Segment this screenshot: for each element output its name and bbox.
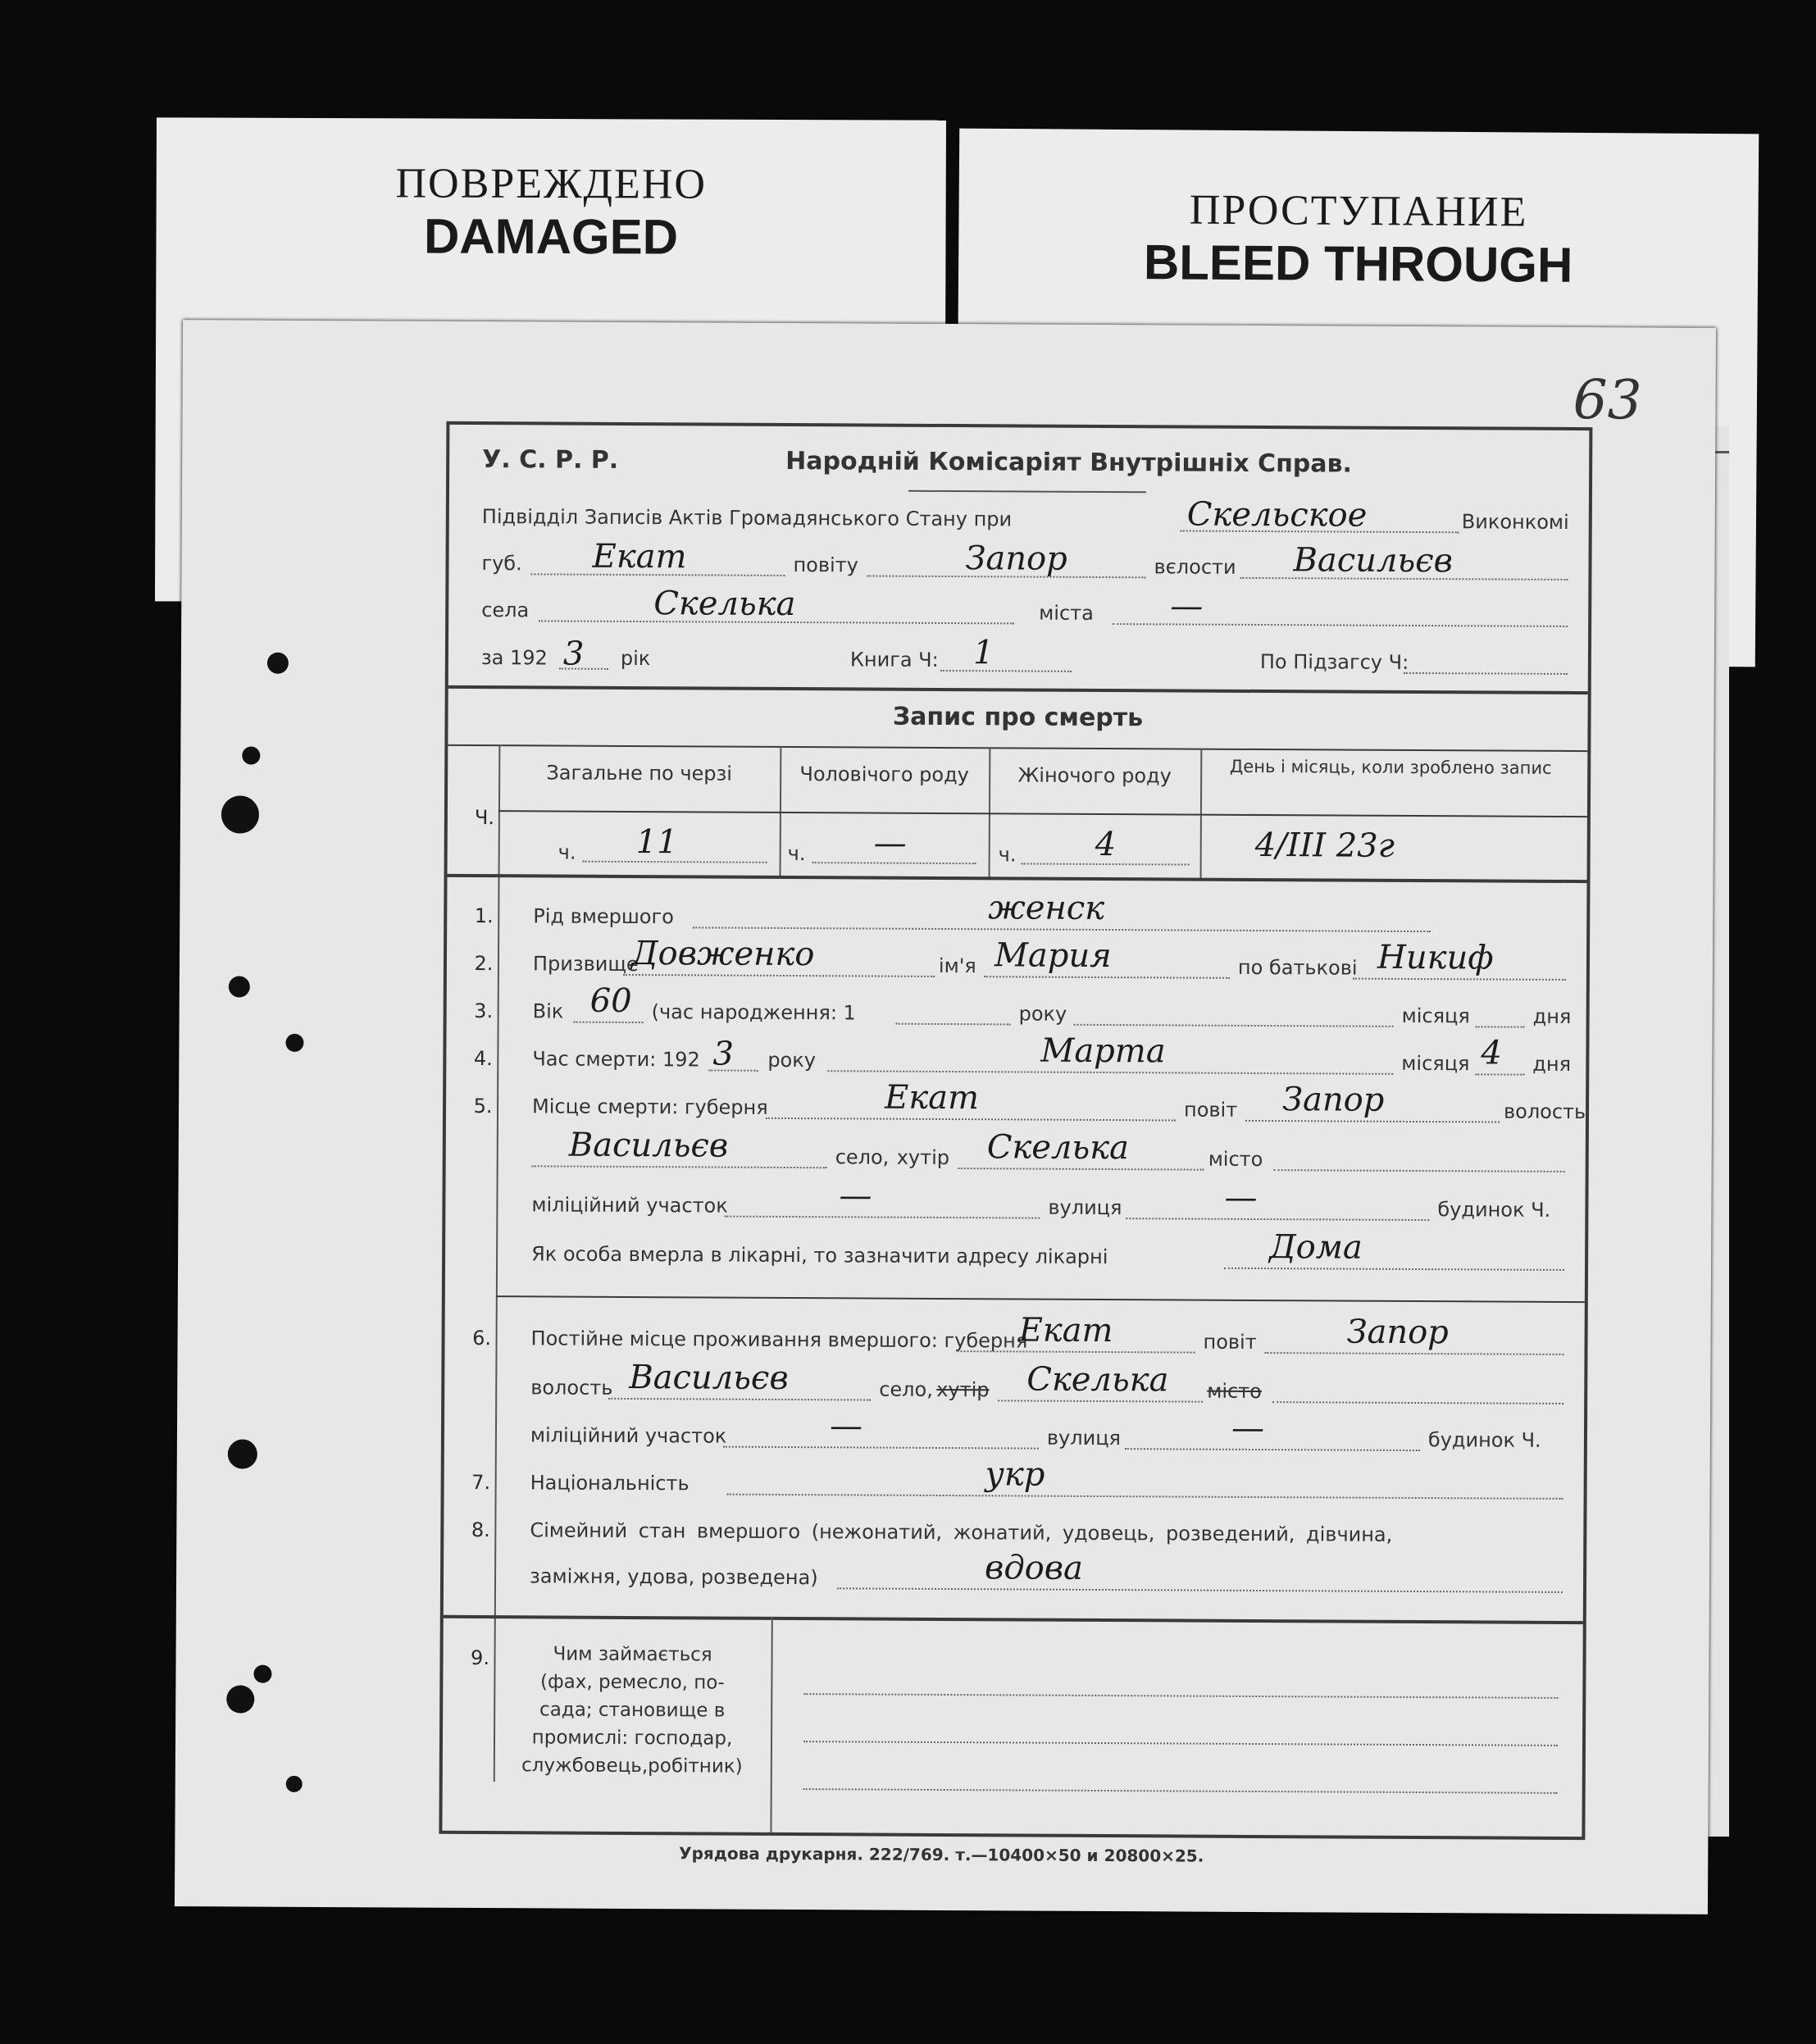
age-label: Вік (532, 999, 564, 1023)
death-year-line (708, 1069, 758, 1071)
row-number-4: 4. (473, 1046, 493, 1071)
selo-row (448, 585, 1588, 626)
age-line (574, 1022, 644, 1023)
residence-militia-label: міліційний участок (530, 1423, 727, 1448)
punch-hole (226, 1685, 254, 1713)
year-line (559, 668, 608, 670)
marital-status-line (837, 1587, 1563, 1593)
row-5-divider (496, 1295, 1585, 1303)
volost-label: вєлости (1154, 555, 1236, 579)
male-ch-prefix: ч. (787, 841, 806, 866)
residence-street-value: — (1231, 1409, 1265, 1448)
patronymic-value: Никиф (1377, 938, 1494, 977)
death-militia-line (724, 1216, 1040, 1219)
deceased-sex-label: Рід вмершого (533, 904, 674, 929)
punch-hole (285, 1034, 303, 1052)
deceased-sex-value: женск (988, 889, 1105, 928)
flag-bleed-en: BLEED THROUGH (1143, 234, 1573, 293)
female-value: 4 (1095, 825, 1117, 864)
gub-value: Екат (592, 537, 687, 576)
death-record-sheet (175, 320, 1716, 1914)
death-selo-value: Скелька (986, 1128, 1130, 1168)
death-place-label: Місце смерти: губерня (531, 1095, 768, 1119)
male-label: Чоловічого роду (799, 763, 969, 787)
residence-volost-label: волость (530, 1376, 613, 1400)
punch-hole (229, 976, 250, 997)
deceased-sex-line (693, 926, 1431, 932)
punch-hole (228, 1439, 257, 1468)
male-value: — (873, 824, 907, 863)
female-ch-prefix: ч. (998, 843, 1017, 867)
death-volost-label: волость (1503, 1099, 1586, 1124)
occupation-label-5: службовець,робітник) (521, 1755, 743, 1778)
death-selo-label: село, (835, 1145, 890, 1169)
row-8-cont (444, 1549, 1583, 1590)
occupation-label-2: (фах, ремесло, по- (539, 1671, 725, 1694)
death-militia-label: міліційний участок (531, 1193, 728, 1218)
number-column-line (494, 744, 501, 1782)
residence-gub-line (957, 1350, 1195, 1354)
first-name-value: Мария (994, 936, 1112, 976)
subgroup-line (1404, 672, 1568, 675)
row-number-8: 8. (471, 1518, 490, 1542)
death-day-label: дня (1532, 1052, 1572, 1076)
punch-hole (221, 795, 259, 833)
subdivision-value: Скельское (1186, 495, 1368, 535)
row-6-village (444, 1358, 1584, 1404)
book-value: 1 (972, 634, 994, 672)
death-street-label: вулиця (1048, 1195, 1122, 1220)
commissariat-title: Народній Комісаріят Внутрішніх Справ. (785, 446, 1353, 479)
death-khutir-label: хутір (896, 1145, 950, 1170)
death-month-label: місяця (1401, 1051, 1470, 1076)
misto-label: міста (1039, 601, 1094, 625)
residence-label: Постійне місце проживання вмершого: губерня (530, 1327, 1028, 1353)
residence-povit-line (1264, 1352, 1563, 1355)
counts-ch-label: Ч. (474, 805, 495, 830)
birth-month-line (1074, 1024, 1394, 1027)
counts-header-divider (498, 810, 1587, 817)
death-record-form (439, 421, 1592, 1840)
death-year-label: року (767, 1048, 817, 1072)
record-title: Запис про смерть (892, 702, 1144, 733)
death-militia-value: — (839, 1177, 872, 1215)
surname-line (623, 974, 935, 977)
row-4 (446, 1031, 1586, 1076)
counts-values-row (448, 822, 1587, 867)
death-selo-line (958, 1168, 1204, 1171)
residence-povit-label: повіт (1203, 1330, 1257, 1354)
povit-label: повіту (793, 553, 858, 577)
row-1 (447, 889, 1586, 929)
gub-label: губ. (481, 552, 522, 576)
subgroup-label: По Підзагсу Ч: (1259, 650, 1409, 674)
povit-value: Запор (965, 539, 1067, 578)
volost-value: Васильєв (1293, 541, 1454, 580)
punch-hole (242, 747, 260, 765)
row-number-7: 7. (471, 1470, 491, 1495)
marital-status-value: вдова (985, 1549, 1084, 1587)
total-value: 11 (635, 823, 678, 862)
death-povit-label: повіт (1183, 1098, 1238, 1122)
residence-militia-line (723, 1446, 1039, 1450)
residence-selo-value: Скелька (1026, 1360, 1169, 1400)
selo-value: Скелька (653, 585, 796, 624)
book-line (940, 670, 1072, 672)
death-house-label: будинок Ч. (1437, 1198, 1551, 1222)
patronymic-line (1353, 978, 1566, 981)
year-value: 3 (562, 635, 585, 673)
residence-volost-line (608, 1398, 871, 1401)
nationality-label: Національність (530, 1471, 690, 1495)
birth-day-line (1476, 1026, 1525, 1027)
row-number-9: 9. (471, 1646, 490, 1670)
occupation-label-4: промислі: господар, (531, 1727, 733, 1750)
marital-status-label-2: заміжня, удова, розведена) (529, 1564, 818, 1590)
residence-street-label: вулиця (1046, 1426, 1122, 1450)
residence-gub-value: Екат (1018, 1311, 1113, 1350)
death-volost-line (532, 1165, 827, 1168)
occupation-line-2 (803, 1741, 1558, 1746)
row-8 (444, 1518, 1583, 1546)
flag-bleed-ru: ПРОСТУПАНИЕ (1189, 186, 1528, 236)
hospital-line (1224, 1268, 1564, 1271)
counts-bottom-divider (448, 874, 1587, 883)
state-title: У. С. Р. Р. (482, 445, 619, 475)
row-7 (444, 1455, 1584, 1495)
residence-militia-value: — (829, 1407, 863, 1445)
row-5-village (446, 1126, 1586, 1172)
death-month-value: Марта (1040, 1031, 1166, 1071)
book-label: Книга Ч: (849, 648, 939, 671)
death-year-value: 3 (712, 1035, 734, 1073)
death-povit-value: Запор (1281, 1081, 1385, 1119)
row-number-6: 6. (472, 1326, 492, 1350)
misto-value: — (1170, 587, 1204, 626)
death-misto-line (1274, 1169, 1565, 1172)
punch-hole (267, 653, 289, 674)
occupation-label (494, 1640, 771, 1781)
nationality-value: укр (985, 1455, 1045, 1494)
occupation-line-1 (803, 1693, 1558, 1699)
patronymic-label: по батькові (1237, 955, 1358, 980)
punch-hole (286, 1776, 303, 1792)
title-underline (908, 490, 1146, 494)
occupation-label-1: Чим займається (553, 1643, 712, 1666)
row-5-place (446, 1078, 1586, 1124)
death-day-line (1475, 1073, 1524, 1075)
row-number-5: 5. (473, 1094, 493, 1118)
residence-khutir-label: хутір (936, 1377, 990, 1402)
occupation-line-3 (803, 1788, 1558, 1794)
subdivision-label: Підвідділ Записів Актів Громадянського Стану при (481, 505, 1013, 531)
death-volost-value: Васильєв (568, 1126, 729, 1165)
total-label: Загальне по черзі (546, 761, 733, 785)
residence-volost-value: Васильєв (629, 1358, 789, 1398)
row-6-street (444, 1407, 1584, 1452)
first-name-label: ім'я (938, 954, 976, 978)
occupation-label-3: сада; становище в (539, 1699, 726, 1722)
flag-damaged-ru: ПОВРЕЖДЕНО (395, 160, 708, 208)
birth-year-label: року (1018, 1002, 1067, 1026)
row-6-residence (445, 1311, 1585, 1354)
row-5-street (446, 1177, 1586, 1222)
row-8-divider (444, 1615, 1583, 1624)
death-month-line (827, 1070, 1393, 1075)
row-number-3: 3. (474, 999, 494, 1023)
birth-label: (час народження: 1 (651, 1000, 856, 1025)
hospital-value: Дома (1269, 1228, 1363, 1267)
marital-status-label: Сімейний стан вмершого (нежонатий, жонатий, удовець, розведений, дівчина, (530, 1518, 1393, 1546)
death-gub-value: Екат (885, 1078, 980, 1118)
death-povit-line (1245, 1120, 1500, 1123)
title-divider (448, 744, 1587, 752)
printer-footer: Урядова друкарня. 222/769. т.—10400×50 и 20800×25. (679, 1843, 1204, 1866)
year-prefix: за 192 (480, 646, 548, 670)
death-gub-line (766, 1118, 1176, 1122)
residence-house-label: будинок Ч. (1427, 1428, 1541, 1452)
residence-misto-line (1272, 1401, 1563, 1404)
total-ch-prefix: ч. (558, 840, 576, 864)
selo-label: села (481, 599, 530, 622)
row-3 (447, 981, 1586, 1028)
subdivision-row (449, 495, 1589, 535)
date-label: День і місяць, коли зроблено запис (1229, 756, 1552, 778)
row-5-hospital (445, 1228, 1585, 1269)
age-value: 60 (589, 981, 632, 1020)
date-value: 4/III 23г (1254, 826, 1395, 865)
death-day-value: 4 (1481, 1034, 1502, 1072)
birth-day-label: дня (1532, 1004, 1572, 1028)
surname-label: Призвище (532, 952, 639, 976)
death-street-line (1126, 1218, 1429, 1221)
female-label: Жіночого роду (1017, 763, 1172, 788)
death-time-label: Час смерти: 192 (532, 1047, 700, 1072)
first-name-line (984, 976, 1230, 979)
residence-selo-label: село, (879, 1377, 933, 1401)
punch-hole (253, 1665, 271, 1683)
header-title-row (449, 445, 1589, 479)
row-number-2: 2. (474, 951, 494, 976)
surname-value: Довженко (630, 934, 815, 974)
row-2 (447, 934, 1586, 980)
header-divider (448, 685, 1588, 694)
gub-row (449, 537, 1589, 580)
year-suffix: рік (620, 646, 651, 671)
nationality-line (727, 1494, 1563, 1500)
residence-street-line (1125, 1448, 1420, 1451)
sheet-number: 63 (1573, 367, 1642, 432)
birth-year-line (896, 1023, 1011, 1026)
hospital-label: Як особа вмерла в лікарні, то зазначити адресу лікарні (531, 1242, 1108, 1269)
year-book-row (448, 634, 1588, 674)
residence-selo-line (998, 1400, 1203, 1402)
birth-month-label: місяця (1401, 1004, 1470, 1028)
residence-povit-value: Запор (1346, 1313, 1449, 1352)
flag-damaged-en: DAMAGED (423, 208, 679, 265)
death-misto-label: місто (1208, 1147, 1263, 1172)
residence-misto-label: місто (1207, 1379, 1262, 1404)
row-number-1: 1. (474, 904, 494, 928)
executive-label: Виконкомі (1461, 510, 1569, 534)
death-street-value: — (1224, 1178, 1258, 1217)
